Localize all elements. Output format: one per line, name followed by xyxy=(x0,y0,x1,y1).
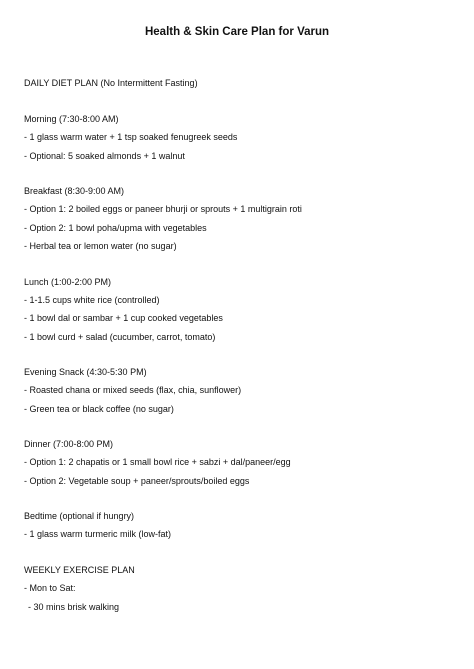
list-item: - Option 2: 1 bowl poha/upma with vegetables xyxy=(24,223,207,233)
list-item: - Roasted chana or mixed seeds (flax, chia, sunflower) xyxy=(24,385,242,395)
list-item: - Mon to Sat: xyxy=(24,583,76,593)
meal-heading-bedtime: Bedtime (optional if hungry) xyxy=(24,511,135,521)
list-item: - Option 1: 2 boiled eggs or paneer bhurji or sprouts + 1 multigrain roti xyxy=(24,204,302,214)
list-item: - Green tea or black coffee (no sugar) xyxy=(24,404,174,414)
meal-heading-morning: Morning (7:30-8:00 AM) xyxy=(24,114,119,124)
section-heading-exercise: WEEKLY EXERCISE PLAN xyxy=(24,565,135,575)
meal-heading-evening-snack: Evening Snack (4:30-5:30 PM) xyxy=(24,367,147,377)
meal-heading-dinner: Dinner (7:00-8:00 PM) xyxy=(24,439,114,449)
list-item: - Optional: 5 soaked almonds + 1 walnut xyxy=(24,151,185,161)
list-item: - Option 1: 2 chapatis or 1 small bowl rice + sabzi + dal/paneer/egg xyxy=(24,457,291,467)
list-item: - 1 glass warm water + 1 tsp soaked fenugreek seeds xyxy=(24,132,238,142)
meal-heading-lunch: Lunch (1:00-2:00 PM) xyxy=(24,277,112,287)
list-item: - Herbal tea or lemon water (no sugar) xyxy=(24,241,177,251)
list-item: - 1 bowl dal or sambar + 1 cup cooked vegetables xyxy=(24,313,223,323)
meal-heading-breakfast: Breakfast (8:30-9:00 AM) xyxy=(24,186,125,196)
section-heading-diet: DAILY DIET PLAN (No Intermittent Fasting) xyxy=(24,78,198,88)
list-item: - 1 glass warm turmeric milk (low-fat) xyxy=(24,529,172,539)
list-item: - 1-1.5 cups white rice (controlled) xyxy=(24,295,160,305)
list-item: - 30 mins brisk walking xyxy=(28,602,120,612)
document-title: Health & Skin Care Plan for Varun xyxy=(144,26,330,38)
list-item: - 1 bowl curd + salad (cucumber, carrot, tomato) xyxy=(24,332,216,342)
list-item: - Option 2: Vegetable soup + paneer/sprouts/boiled eggs xyxy=(24,476,250,486)
